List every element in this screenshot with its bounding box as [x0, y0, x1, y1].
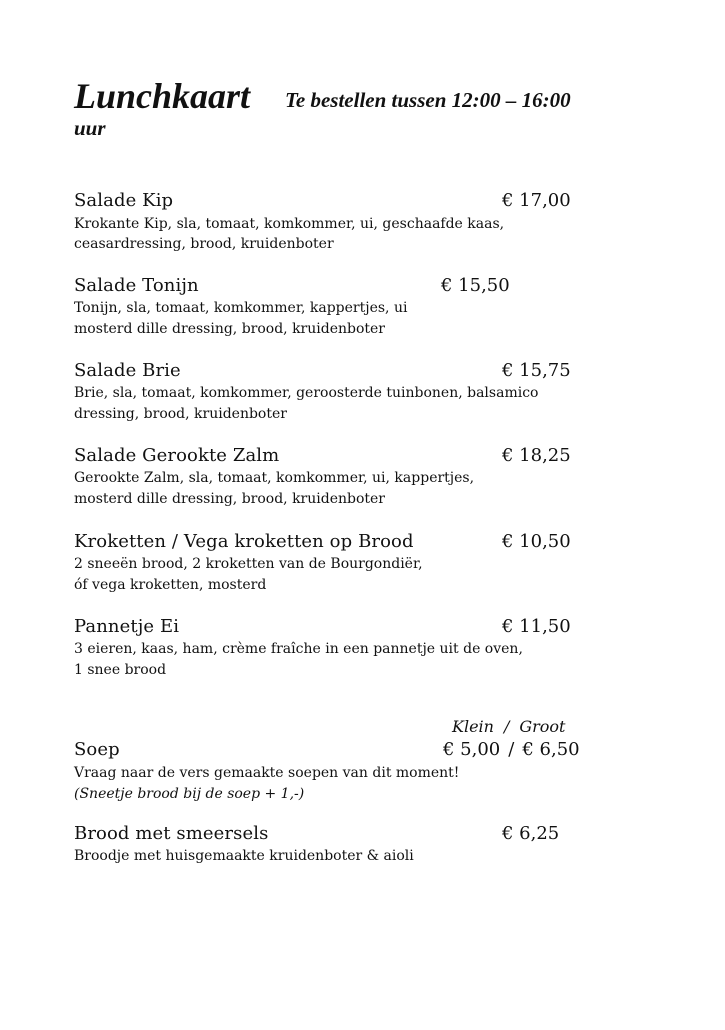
menu-item-description: ceasardressing, brood, kruidenboter — [74, 236, 334, 252]
menu-item-description: Brie, sla, tomaat, komkommer, geroosterde tuinbonen, balsamico — [74, 385, 539, 401]
menu-item-description: mosterd dille dressing, brood, kruidenboter — [74, 321, 386, 337]
menu-item-name: Salade Gerookte Zalm — [74, 445, 280, 466]
menu-item-name: Kroketten / Vega kroketten op Brood — [74, 531, 414, 552]
soup-size-header — [452, 717, 565, 737]
menu-item-name: Brood met smeersels — [74, 823, 269, 844]
menu-item-description: Tonijn, sla, tomaat, komkommer, kappertjes, ui — [74, 300, 408, 316]
menu-item-name: Pannetje Ei — [74, 616, 180, 637]
soup-bread-note: (Sneetje brood bij de soep + 1,-) — [74, 786, 305, 802]
menu-item-description: Vraag naar de vers gemaakte soepen van dit moment! — [74, 765, 460, 781]
size-large-label: Groot — [519, 717, 566, 736]
size-separator: / — [503, 717, 510, 736]
menu-item-description: 3 eieren, kaas, ham, crème fraîche in een pannetje uit de oven, — [74, 641, 523, 657]
menu-item-price: € 6,25 — [502, 823, 560, 844]
menu-item-description: 2 sneeën brood, 2 kroketten van de Bourgondiër, — [74, 556, 423, 572]
ordering-hours-wrap: uur — [74, 116, 106, 140]
size-small-label: Klein — [452, 717, 494, 736]
menu-item-price: € 11,50 — [502, 616, 571, 637]
menu-item-price: € 18,25 — [502, 445, 571, 466]
page-title: Lunchkaart — [74, 76, 251, 116]
menu-item-name: Salade Brie — [74, 360, 181, 381]
menu-item-description: óf vega kroketten, mosterd — [74, 577, 267, 593]
menu-item-name: Salade Tonijn — [74, 275, 199, 296]
menu-item-description: 1 snee brood — [74, 662, 167, 678]
menu-item-description: mosterd dille dressing, brood, kruidenboter — [74, 491, 386, 507]
soup-prices — [443, 739, 580, 761]
menu-item-price: € 15,75 — [502, 360, 571, 381]
menu-item-name: Soep — [74, 739, 120, 760]
menu-item-price: € 17,00 — [502, 190, 571, 211]
menu-item-description: dressing, brood, kruidenboter — [74, 406, 287, 422]
price-separator: / — [508, 739, 515, 760]
menu-item-price: € 15,50 — [441, 275, 510, 296]
menu-item-name: Salade Kip — [74, 190, 174, 211]
soup-price-large: € 6,50 — [522, 739, 580, 760]
menu-item-description: Krokante Kip, sla, tomaat, komkommer, ui, geschaafde kaas, — [74, 216, 505, 232]
soup-price-small: € 5,00 — [443, 739, 501, 760]
menu-item-description: Broodje met huisgemaakte kruidenboter & aioli — [74, 848, 414, 864]
menu-item-description: Gerookte Zalm, sla, tomaat, komkommer, ui, kappertjes, — [74, 470, 475, 486]
ordering-hours: Te bestellen tussen 12:00 – 16:00 — [285, 88, 571, 112]
menu-item-price: € 10,50 — [502, 531, 571, 552]
